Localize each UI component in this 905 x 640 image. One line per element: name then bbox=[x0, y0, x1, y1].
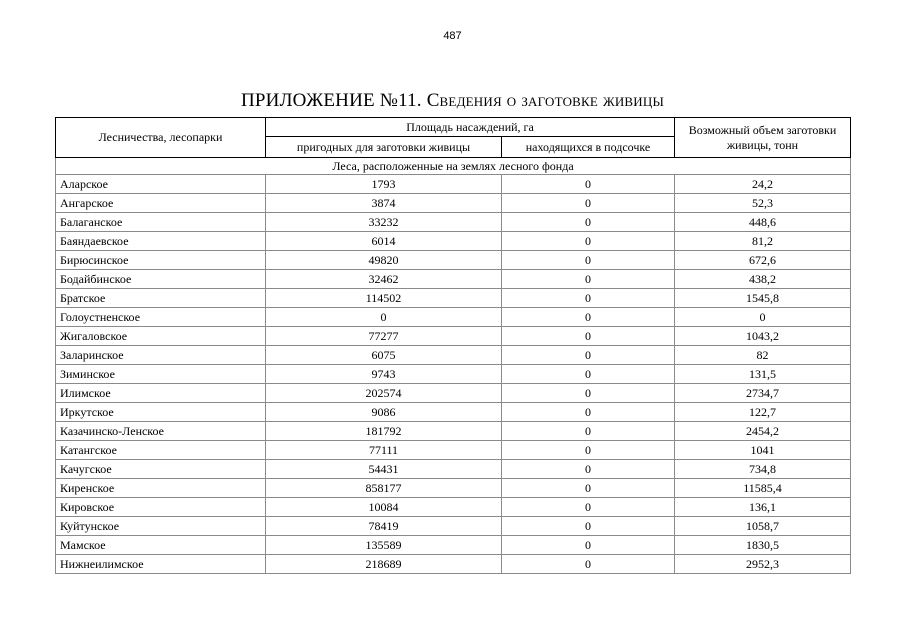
table-row bbox=[56, 289, 851, 308]
cell-forestry-name: Куйтунское bbox=[56, 517, 266, 536]
cell-tapping-area: 0 bbox=[502, 365, 675, 384]
cell-harvest-volume: 2454,2 bbox=[675, 422, 851, 441]
cell-harvest-volume: 122,7 bbox=[675, 403, 851, 422]
cell-forestry-name: Качугское bbox=[56, 460, 266, 479]
table-row bbox=[56, 422, 851, 441]
table-row bbox=[56, 346, 851, 365]
table-row bbox=[56, 270, 851, 289]
cell-tapping-area: 0 bbox=[502, 517, 675, 536]
cell-tapping-area: 0 bbox=[502, 498, 675, 517]
cell-forestry-name: Бирюсинское bbox=[56, 251, 266, 270]
table-row bbox=[56, 175, 851, 194]
cell-suitable-area: 77111 bbox=[266, 441, 502, 460]
header-area-group: Площадь насаждений, га bbox=[266, 118, 675, 137]
cell-tapping-area: 0 bbox=[502, 384, 675, 403]
title-prefix: ПРИЛОЖЕНИЕ №11. bbox=[240, 90, 422, 111]
cell-forestry-name: Иркутское bbox=[56, 403, 266, 422]
cell-harvest-volume: 0 bbox=[675, 308, 851, 327]
table-row bbox=[56, 251, 851, 270]
table-row bbox=[56, 536, 851, 555]
cell-forestry-name: Заларинское bbox=[56, 346, 266, 365]
cell-suitable-area: 9086 bbox=[266, 403, 502, 422]
cell-suitable-area: 1793 bbox=[266, 175, 502, 194]
cell-forestry-name: Катангское bbox=[56, 441, 266, 460]
cell-harvest-volume: 1043,2 bbox=[675, 327, 851, 346]
header-suitable: пригодных для заготовки живицы bbox=[266, 137, 502, 158]
cell-harvest-volume: 82 bbox=[675, 346, 851, 365]
cell-tapping-area: 0 bbox=[502, 270, 675, 289]
cell-suitable-area: 858177 bbox=[266, 479, 502, 498]
header-forestry: Лесничества, лесопарки bbox=[56, 118, 266, 158]
cell-tapping-area: 0 bbox=[502, 289, 675, 308]
cell-forestry-name: Нижнеилимское bbox=[56, 555, 266, 574]
cell-harvest-volume: 136,1 bbox=[675, 498, 851, 517]
cell-forestry-name: Голоустненское bbox=[56, 308, 266, 327]
resin-harvest-table bbox=[55, 117, 851, 574]
table-row bbox=[56, 365, 851, 384]
table-header bbox=[56, 118, 851, 158]
cell-harvest-volume: 448,6 bbox=[675, 213, 851, 232]
cell-suitable-area: 181792 bbox=[266, 422, 502, 441]
table-row bbox=[56, 384, 851, 403]
cell-tapping-area: 0 bbox=[502, 194, 675, 213]
cell-suitable-area: 6075 bbox=[266, 346, 502, 365]
cell-forestry-name: Братское bbox=[56, 289, 266, 308]
cell-tapping-area: 0 bbox=[502, 213, 675, 232]
table-body bbox=[56, 158, 851, 574]
cell-harvest-volume: 11585,4 bbox=[675, 479, 851, 498]
cell-harvest-volume: 81,2 bbox=[675, 232, 851, 251]
cell-forestry-name: Кировское bbox=[56, 498, 266, 517]
cell-harvest-volume: 1041 bbox=[675, 441, 851, 460]
cell-harvest-volume: 734,8 bbox=[675, 460, 851, 479]
cell-suitable-area: 114502 bbox=[266, 289, 502, 308]
cell-forestry-name: Зиминское bbox=[56, 365, 266, 384]
cell-forestry-name: Мамское bbox=[56, 536, 266, 555]
cell-tapping-area: 0 bbox=[502, 555, 675, 574]
cell-harvest-volume: 438,2 bbox=[675, 270, 851, 289]
cell-suitable-area: 202574 bbox=[266, 384, 502, 403]
title-text: Сведения о заготовке живицы bbox=[426, 90, 665, 111]
table-row bbox=[56, 555, 851, 574]
cell-harvest-volume: 1830,5 bbox=[675, 536, 851, 555]
cell-tapping-area: 0 bbox=[502, 403, 675, 422]
cell-tapping-area: 0 bbox=[502, 251, 675, 270]
cell-forestry-name: Бодайбинское bbox=[56, 270, 266, 289]
cell-harvest-volume: 1545,8 bbox=[675, 289, 851, 308]
cell-harvest-volume: 672,6 bbox=[675, 251, 851, 270]
cell-tapping-area: 0 bbox=[502, 422, 675, 441]
header-volume: Возможный объем заготовки живицы, тонн bbox=[675, 118, 851, 158]
cell-suitable-area: 78419 bbox=[266, 517, 502, 536]
cell-suitable-area: 0 bbox=[266, 308, 502, 327]
cell-forestry-name: Илимское bbox=[56, 384, 266, 403]
table-row bbox=[56, 498, 851, 517]
cell-suitable-area: 49820 bbox=[266, 251, 502, 270]
cell-suitable-area: 10084 bbox=[266, 498, 502, 517]
cell-suitable-area: 135589 bbox=[266, 536, 502, 555]
table-row bbox=[56, 213, 851, 232]
cell-forestry-name: Балаганское bbox=[56, 213, 266, 232]
cell-forestry-name: Баяндаевское bbox=[56, 232, 266, 251]
cell-tapping-area: 0 bbox=[502, 536, 675, 555]
cell-tapping-area: 0 bbox=[502, 346, 675, 365]
cell-tapping-area: 0 bbox=[502, 308, 675, 327]
cell-forestry-name: Киренское bbox=[56, 479, 266, 498]
cell-suitable-area: 32462 bbox=[266, 270, 502, 289]
cell-suitable-area: 6014 bbox=[266, 232, 502, 251]
cell-suitable-area: 77277 bbox=[266, 327, 502, 346]
cell-suitable-area: 9743 bbox=[266, 365, 502, 384]
table-row bbox=[56, 460, 851, 479]
cell-tapping-area: 0 bbox=[502, 232, 675, 251]
cell-suitable-area: 54431 bbox=[266, 460, 502, 479]
page-title bbox=[0, 90, 905, 112]
table-row bbox=[56, 479, 851, 498]
cell-forestry-name: Жигаловское bbox=[56, 327, 266, 346]
cell-harvest-volume: 131,5 bbox=[675, 365, 851, 384]
table-row bbox=[56, 327, 851, 346]
table-row bbox=[56, 232, 851, 251]
section-row bbox=[56, 158, 851, 175]
cell-suitable-area: 218689 bbox=[266, 555, 502, 574]
page-number: 487 bbox=[443, 30, 462, 42]
cell-tapping-area: 0 bbox=[502, 460, 675, 479]
header-tapping: находящихся в подсочке bbox=[502, 137, 675, 158]
table-row bbox=[56, 308, 851, 327]
cell-forestry-name: Аларское bbox=[56, 175, 266, 194]
table-row bbox=[56, 517, 851, 536]
cell-harvest-volume: 52,3 bbox=[675, 194, 851, 213]
table-row bbox=[56, 194, 851, 213]
cell-tapping-area: 0 bbox=[502, 479, 675, 498]
table-row bbox=[56, 403, 851, 422]
cell-tapping-area: 0 bbox=[502, 327, 675, 346]
cell-forestry-name: Казачинско-Ленское bbox=[56, 422, 266, 441]
cell-tapping-area: 0 bbox=[502, 175, 675, 194]
cell-suitable-area: 3874 bbox=[266, 194, 502, 213]
cell-harvest-volume: 2734,7 bbox=[675, 384, 851, 403]
cell-harvest-volume: 2952,3 bbox=[675, 555, 851, 574]
cell-harvest-volume: 24,2 bbox=[675, 175, 851, 194]
cell-tapping-area: 0 bbox=[502, 441, 675, 460]
cell-forestry-name: Ангарское bbox=[56, 194, 266, 213]
cell-harvest-volume: 1058,7 bbox=[675, 517, 851, 536]
table-row bbox=[56, 441, 851, 460]
section-label: Леса, расположенные на землях лесного фонда bbox=[56, 158, 851, 175]
cell-suitable-area: 33232 bbox=[266, 213, 502, 232]
